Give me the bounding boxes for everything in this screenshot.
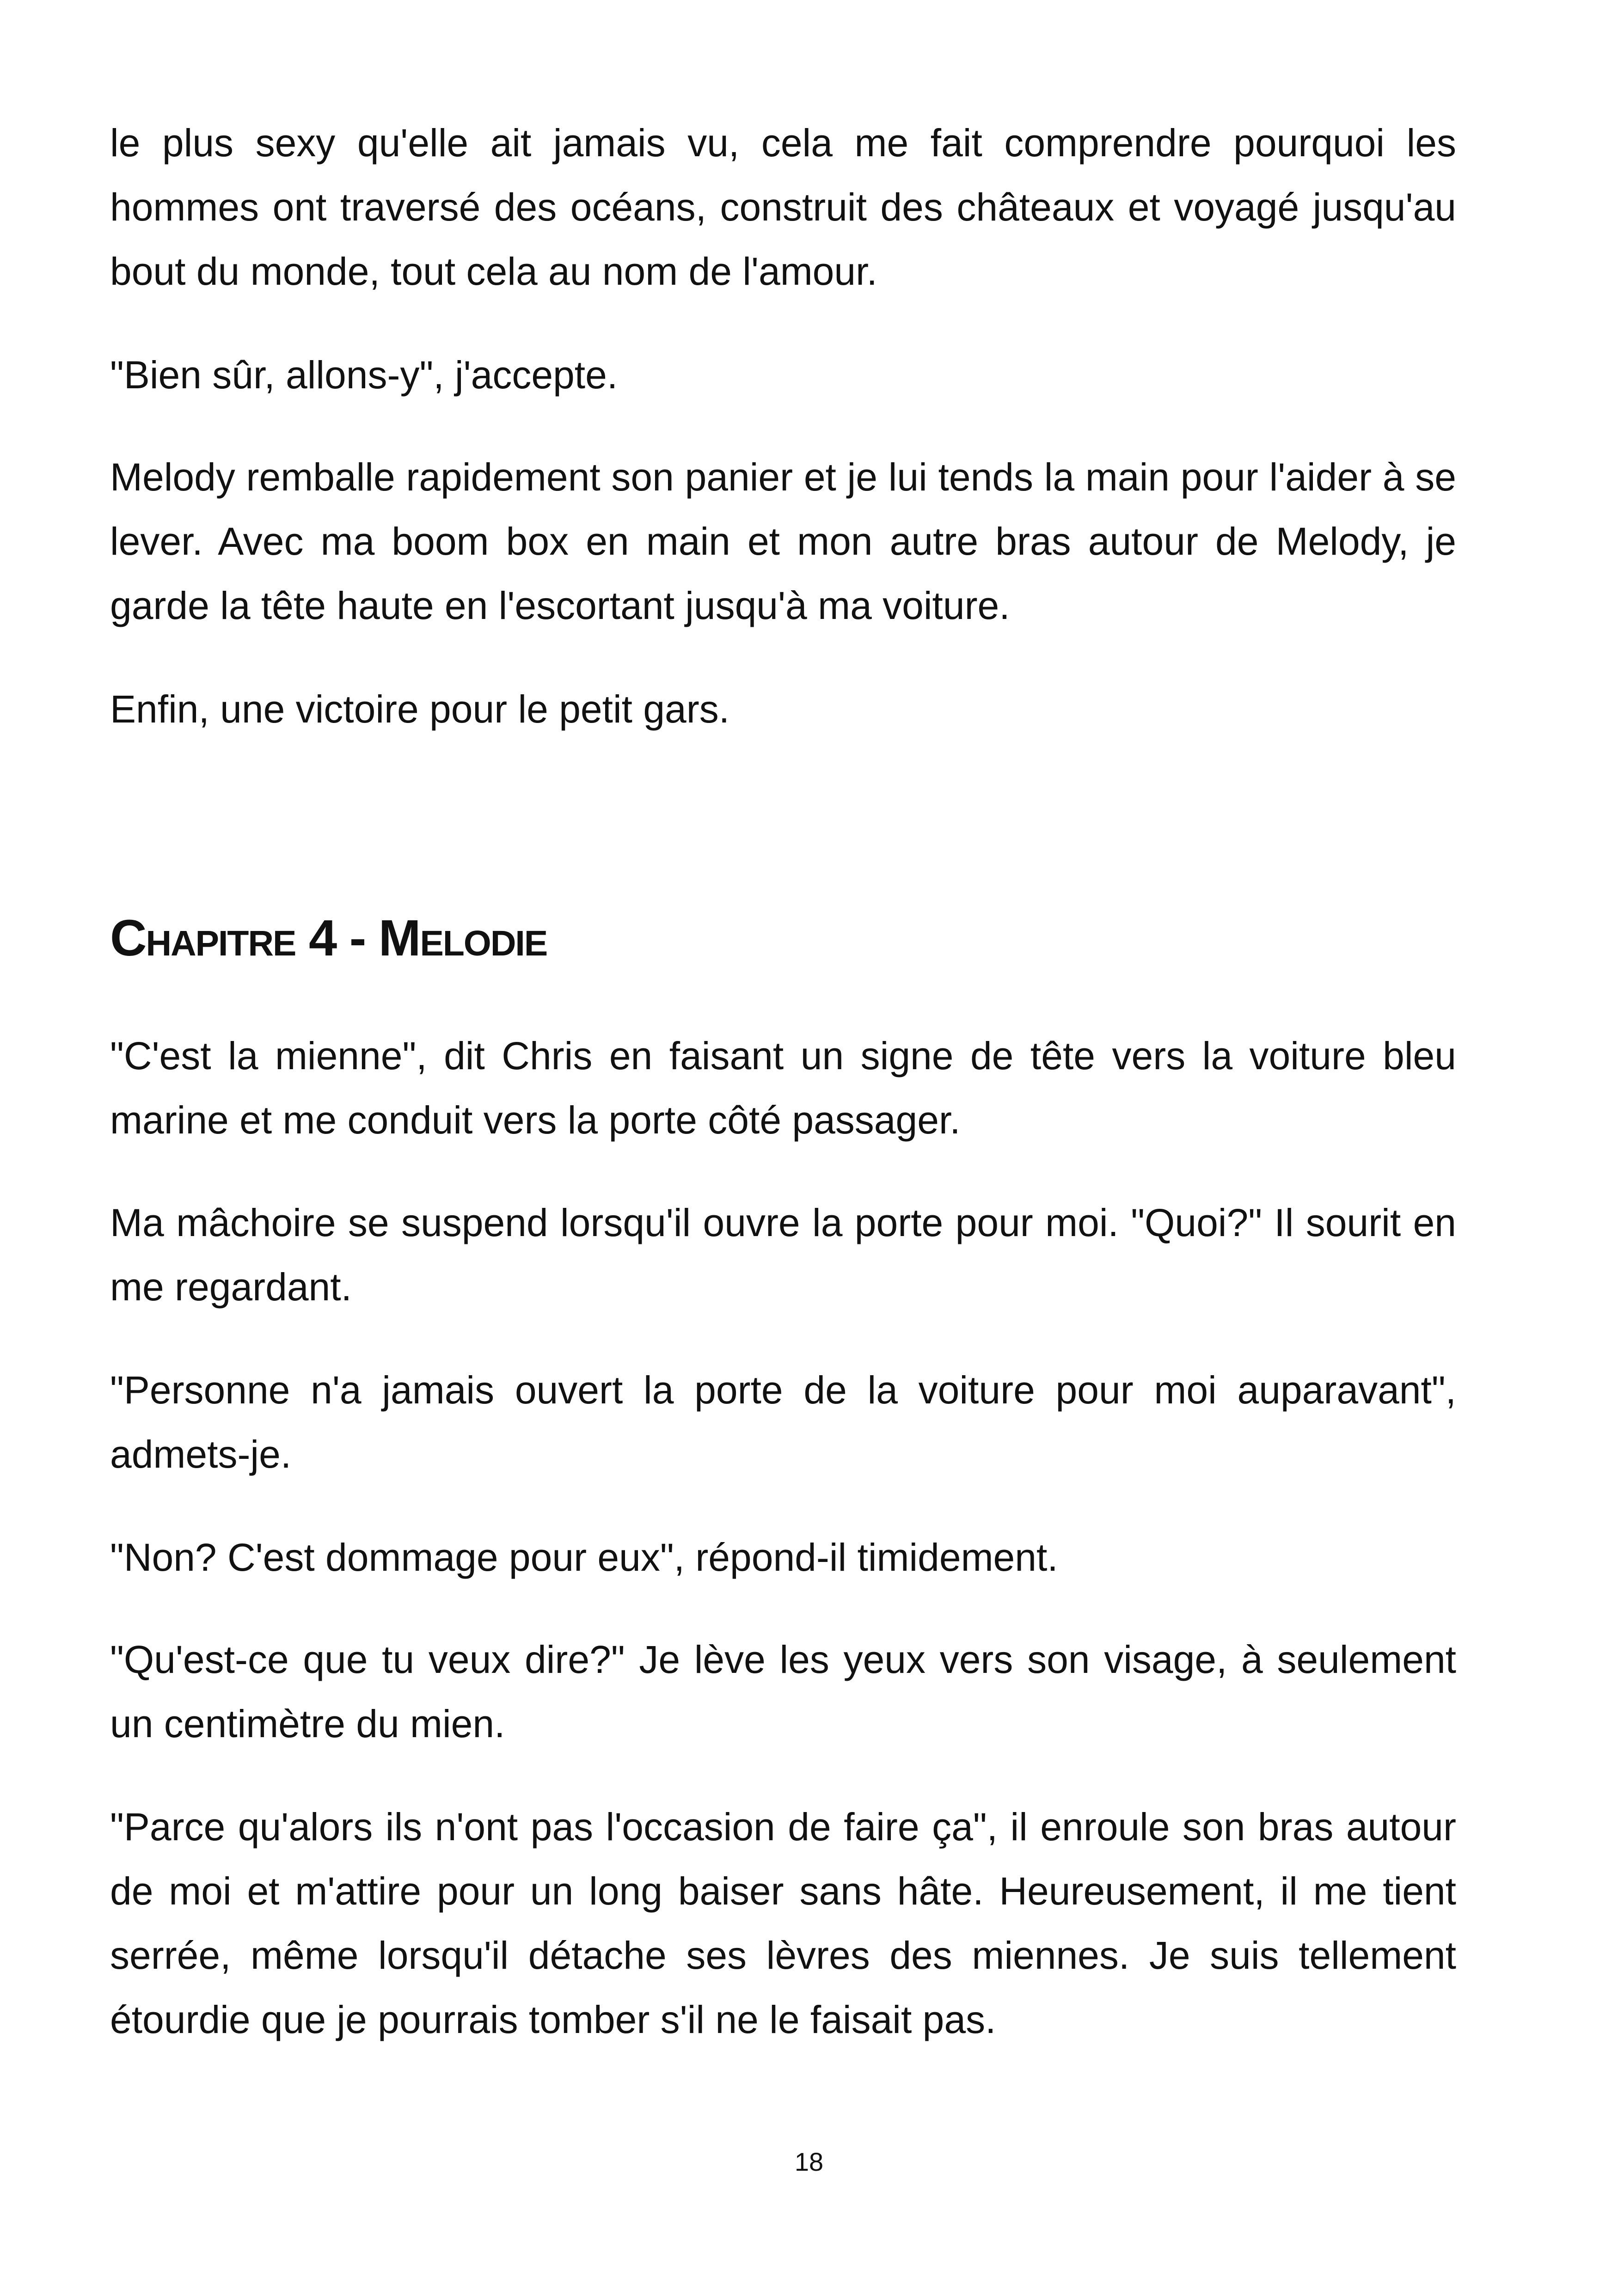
- paragraph-3: Melody remballe rapidement son panier et je lui tends la main pour l'aider à se lever. Avec ma boom box en main et mon autre bras autour de Melody, je garde la tête haute en l'escortant jusqu'à ma voiture.: [110, 455, 1456, 627]
- paragraph-4: Enfin, une victoire pour le petit gars.: [110, 687, 730, 731]
- paragraph-2: "Bien sûr, allons-y", j'accepte.: [110, 353, 618, 397]
- page-number: 18: [794, 2147, 824, 2176]
- paragraph-1: le plus sexy qu'elle ait jamais vu, cela me fait comprendre pourquoi les hommes ont traversé des océans, construit des châteaux et voyagé jusqu'au bout du monde, tout cela au nom de l'amour.: [110, 121, 1456, 293]
- chapter-heading: Chapitre 4 - Melodie: [110, 910, 547, 967]
- paragraph-10: "Parce qu'alors ils n'ont pas l'occasion de faire ça", il enroule son bras autour de moi et m'attire pour un long baiser sans hâte. Heureusement, il me tient serrée, même lorsqu'il détache ses lèvres des miennes. Je suis tellement étourdie que je pourrais tomber s'il ne le faisait pas.: [110, 1805, 1456, 2041]
- paragraph-8: "Non? C'est dommage pour eux", répond-il timidement.: [110, 1536, 1058, 1579]
- paragraph-6: Ma mâchoire se suspend lorsqu'il ouvre la porte pour moi. "Quoi?" Il sourit en me regardant.: [110, 1201, 1456, 1309]
- paragraph-5: "C'est la mienne", dit Chris en faisant un signe de tête vers la voiture bleu marine et me conduit vers la porte côté passager.: [110, 1034, 1456, 1142]
- paragraph-7: "Personne n'a jamais ouvert la porte de la voiture pour moi auparavant", admets-je.: [110, 1368, 1456, 1476]
- paragraph-9: "Qu'est-ce que tu veux dire?" Je lève les yeux vers son visage, à seulement un centimètre du mien.: [110, 1638, 1456, 1745]
